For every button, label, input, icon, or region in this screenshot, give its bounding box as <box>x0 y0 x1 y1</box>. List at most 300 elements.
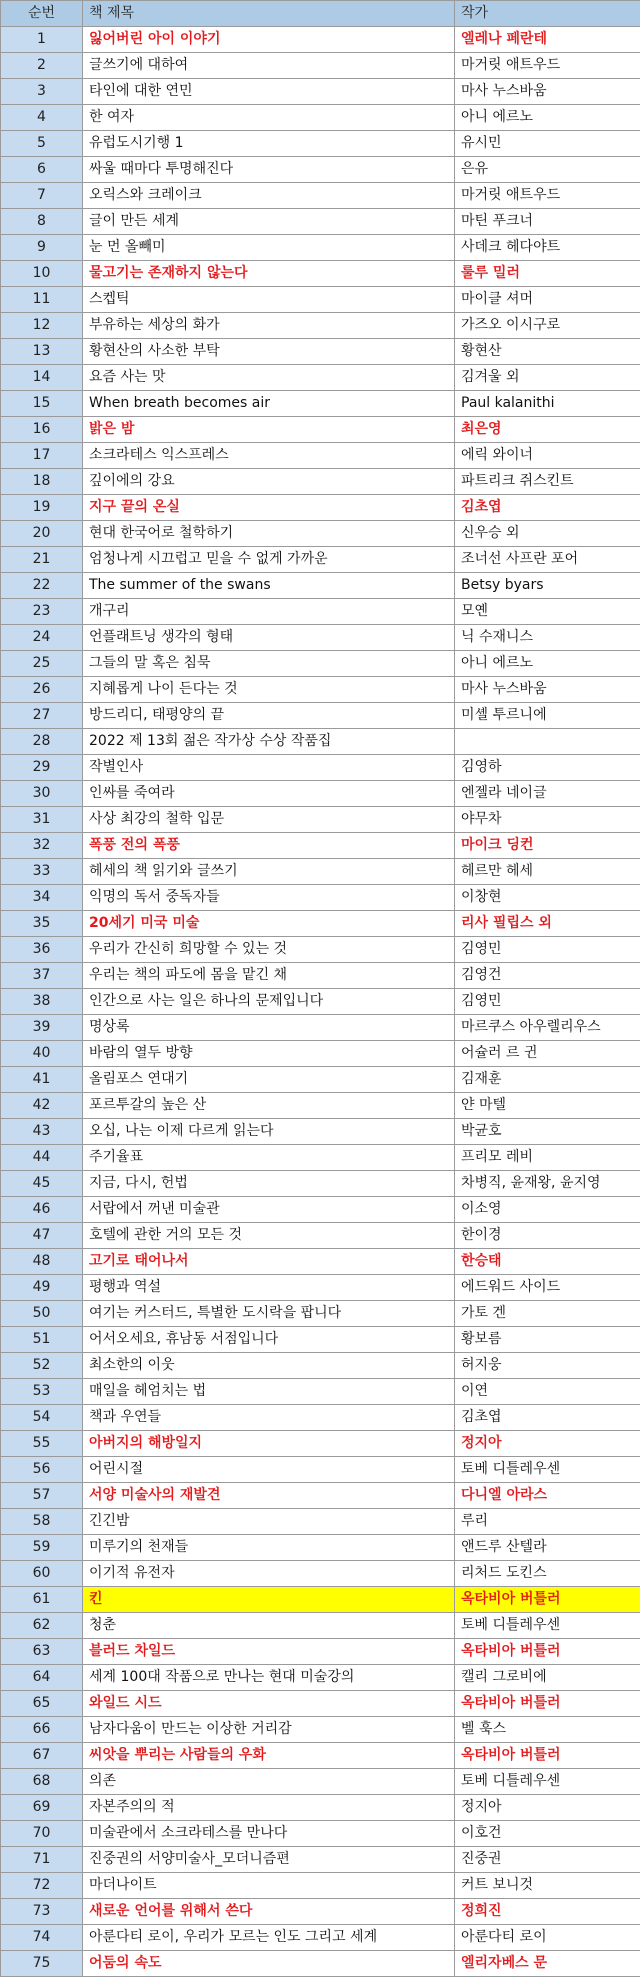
book-title[interactable]: 의존 <box>83 1769 455 1795</box>
table-row <box>1 313 640 339</box>
row-number[interactable]: 58 <box>1 1509 83 1535</box>
table-row <box>1 911 640 937</box>
book-title[interactable]: 현대 한국어로 철학하기 <box>83 521 455 547</box>
table-row <box>1 105 640 131</box>
table-row <box>1 443 640 469</box>
table-row <box>1 1613 640 1639</box>
book-author[interactable]: 어슐러 르 귄 <box>455 1041 640 1067</box>
table-row <box>1 1405 640 1431</box>
book-title[interactable]: 깊이에의 강요 <box>83 469 455 495</box>
table-row <box>1 1171 640 1197</box>
table-row <box>1 729 640 755</box>
row-number[interactable]: 1 <box>1 27 83 53</box>
book-title[interactable]: 책과 우연들 <box>83 1405 455 1431</box>
row-number[interactable]: 43 <box>1 1119 83 1145</box>
book-author[interactable]: 차병직, 윤재왕, 윤지영 <box>455 1171 640 1197</box>
row-number[interactable]: 66 <box>1 1717 83 1743</box>
book-author[interactable]: 엘레나 페란테 <box>455 27 640 53</box>
row-number[interactable]: 46 <box>1 1197 83 1223</box>
row-number[interactable]: 25 <box>1 651 83 677</box>
row-number[interactable]: 17 <box>1 443 83 469</box>
book-title[interactable]: 요즘 사는 맛 <box>83 365 455 391</box>
row-number[interactable]: 10 <box>1 261 83 287</box>
book-author[interactable]: 마이크 딩컨 <box>455 833 640 859</box>
table-row <box>1 1223 640 1249</box>
book-author[interactable]: 야무차 <box>455 807 640 833</box>
book-title[interactable]: 세계 100대 작품으로 만나는 현대 미술강의 <box>83 1665 455 1691</box>
book-author[interactable]: 김영민 <box>455 937 640 963</box>
row-number[interactable]: 60 <box>1 1561 83 1587</box>
table-row <box>1 1327 640 1353</box>
table-row <box>1 235 640 261</box>
row-number[interactable]: 19 <box>1 495 83 521</box>
header-number[interactable]: 순번 <box>1 1 83 27</box>
book-rows <box>1 27 640 1977</box>
row-number[interactable]: 48 <box>1 1249 83 1275</box>
row-number[interactable]: 44 <box>1 1145 83 1171</box>
row-number[interactable]: 72 <box>1 1873 83 1899</box>
table-row <box>1 1795 640 1821</box>
book-title[interactable]: 인간으로 사는 일은 하나의 문제입니다 <box>83 989 455 1015</box>
book-author[interactable]: 커트 보니것 <box>455 1873 640 1899</box>
table-row <box>1 1873 640 1899</box>
book-title[interactable]: When breath becomes air <box>83 391 455 417</box>
book-title[interactable]: 주기율표 <box>83 1145 455 1171</box>
book-title[interactable]: 지구 끝의 온실 <box>83 495 455 521</box>
book-title[interactable]: 언플래트닝 생각의 형태 <box>83 625 455 651</box>
book-author[interactable]: 김영하 <box>455 755 640 781</box>
row-number[interactable]: 41 <box>1 1067 83 1093</box>
table-row <box>1 1119 640 1145</box>
book-title[interactable]: 여기는 커스터드, 특별한 도시락을 팝니다 <box>83 1301 455 1327</box>
book-author[interactable]: 황현산 <box>455 339 640 365</box>
book-author[interactable]: 마거릿 애트우드 <box>455 53 640 79</box>
book-title[interactable]: 고기로 태어나서 <box>83 1249 455 1275</box>
book-author[interactable]: 에드워드 사이드 <box>455 1275 640 1301</box>
book-title[interactable]: 와일드 시드 <box>83 1691 455 1717</box>
row-number[interactable]: 14 <box>1 365 83 391</box>
table-row <box>1 1821 640 1847</box>
row-number[interactable]: 39 <box>1 1015 83 1041</box>
book-title[interactable]: 그들의 말 혹은 침묵 <box>83 651 455 677</box>
table-row <box>1 1717 640 1743</box>
row-number[interactable]: 33 <box>1 859 83 885</box>
row-number[interactable]: 47 <box>1 1223 83 1249</box>
table-row <box>1 1899 640 1925</box>
book-author[interactable]: 엔젤라 네이글 <box>455 781 640 807</box>
book-author[interactable]: 황보름 <box>455 1327 640 1353</box>
book-title[interactable]: 미루기의 천재들 <box>83 1535 455 1561</box>
table-row <box>1 1249 640 1275</box>
book-author[interactable]: 마이클 셔머 <box>455 287 640 313</box>
book-title[interactable]: 눈 먼 올빼미 <box>83 235 455 261</box>
table-row <box>1 521 640 547</box>
book-title[interactable]: 아룬다티 로이, 우리가 모르는 인도 그리고 세계 <box>83 1925 455 1951</box>
table-row <box>1 573 640 599</box>
row-number[interactable]: 27 <box>1 703 83 729</box>
row-number[interactable]: 3 <box>1 79 83 105</box>
table-row <box>1 1639 640 1665</box>
row-number[interactable]: 56 <box>1 1457 83 1483</box>
row-number[interactable]: 29 <box>1 755 83 781</box>
row-number[interactable]: 70 <box>1 1821 83 1847</box>
book-title[interactable]: 최소한의 이웃 <box>83 1353 455 1379</box>
table-row <box>1 261 640 287</box>
table-row <box>1 833 640 859</box>
book-title[interactable]: 긴긴밤 <box>83 1509 455 1535</box>
row-number[interactable]: 67 <box>1 1743 83 1769</box>
book-title[interactable]: 이기적 유전자 <box>83 1561 455 1587</box>
book-author[interactable]: 옥타비아 버틀러 <box>455 1639 640 1665</box>
table-row <box>1 287 640 313</box>
table-row <box>1 1769 640 1795</box>
book-author[interactable]: 리사 필립스 외 <box>455 911 640 937</box>
table-row <box>1 989 640 1015</box>
table-row <box>1 1067 640 1093</box>
book-author[interactable]: 조너선 사프란 포어 <box>455 547 640 573</box>
row-number[interactable]: 18 <box>1 469 83 495</box>
book-author[interactable]: 김초엽 <box>455 1405 640 1431</box>
book-title[interactable]: 새로운 언어를 위해서 쓴다 <box>83 1899 455 1925</box>
table-row <box>1 417 640 443</box>
book-title[interactable]: 아버지의 해방일지 <box>83 1431 455 1457</box>
row-number[interactable]: 2 <box>1 53 83 79</box>
book-title[interactable]: 지혜롭게 나이 든다는 것 <box>83 677 455 703</box>
row-number[interactable]: 53 <box>1 1379 83 1405</box>
table-row <box>1 599 640 625</box>
book-title[interactable]: 어린시절 <box>83 1457 455 1483</box>
row-number[interactable]: 15 <box>1 391 83 417</box>
row-number[interactable]: 34 <box>1 885 83 911</box>
book-author[interactable]: 토베 디틀레우센 <box>455 1457 640 1483</box>
row-number[interactable]: 36 <box>1 937 83 963</box>
row-number[interactable]: 38 <box>1 989 83 1015</box>
table-row <box>1 1691 640 1717</box>
table-row <box>1 1665 640 1691</box>
book-title[interactable]: 씨앗을 뿌리는 사람들의 우화 <box>83 1743 455 1769</box>
table-row <box>1 807 640 833</box>
book-author[interactable]: 가토 겐 <box>455 1301 640 1327</box>
row-number[interactable]: 5 <box>1 131 83 157</box>
row-number[interactable]: 32 <box>1 833 83 859</box>
book-author[interactable]: 미셸 투르니에 <box>455 703 640 729</box>
book-author[interactable]: 리처드 도킨스 <box>455 1561 640 1587</box>
book-title[interactable]: 소크라테스 익스프레스 <box>83 443 455 469</box>
table-row <box>1 391 640 417</box>
book-author[interactable]: 파트리크 쥐스킨트 <box>455 469 640 495</box>
row-number[interactable]: 54 <box>1 1405 83 1431</box>
book-title[interactable]: 미술관에서 소크라테스를 만나다 <box>83 1821 455 1847</box>
book-author[interactable]: 유시민 <box>455 131 640 157</box>
book-author[interactable]: 이호건 <box>455 1821 640 1847</box>
book-title[interactable]: 자본주의의 적 <box>83 1795 455 1821</box>
row-number[interactable]: 35 <box>1 911 83 937</box>
row-number[interactable]: 55 <box>1 1431 83 1457</box>
row-number[interactable]: 74 <box>1 1925 83 1951</box>
table-row <box>1 1197 640 1223</box>
table-row <box>1 1041 640 1067</box>
table-row <box>1 755 640 781</box>
book-author[interactable]: 아니 에르노 <box>455 105 640 131</box>
row-number[interactable]: 23 <box>1 599 83 625</box>
book-title[interactable]: The summer of the swans <box>83 573 455 599</box>
table-row <box>1 1925 640 1951</box>
table-row <box>1 1379 640 1405</box>
book-title[interactable]: 우리는 책의 파도에 몸을 맡긴 채 <box>83 963 455 989</box>
table-row <box>1 365 640 391</box>
table-row <box>1 1145 640 1171</box>
book-title[interactable]: 유럽도시기행 1 <box>83 131 455 157</box>
header-author[interactable]: 작가 <box>455 1 640 27</box>
book-author[interactable]: 신우승 외 <box>455 521 640 547</box>
row-number[interactable]: 61 <box>1 1587 83 1613</box>
book-author[interactable]: 마르쿠스 아우렐리우스 <box>455 1015 640 1041</box>
table-row <box>1 339 640 365</box>
row-number[interactable]: 75 <box>1 1951 83 1977</box>
book-title[interactable]: 지금, 다시, 헌법 <box>83 1171 455 1197</box>
table-row <box>1 781 640 807</box>
book-author[interactable]: 김영건 <box>455 963 640 989</box>
book-author[interactable]: 벨 훅스 <box>455 1717 640 1743</box>
book-author[interactable]: 프리모 레비 <box>455 1145 640 1171</box>
row-number[interactable]: 30 <box>1 781 83 807</box>
book-author[interactable]: 다니엘 아라스 <box>455 1483 640 1509</box>
row-number[interactable]: 49 <box>1 1275 83 1301</box>
book-title[interactable]: 20세기 미국 미술 <box>83 911 455 937</box>
row-number[interactable]: 71 <box>1 1847 83 1873</box>
book-title[interactable]: 우리가 간신히 희망할 수 있는 것 <box>83 937 455 963</box>
table-row <box>1 131 640 157</box>
book-author[interactable]: Paul kalanithi <box>455 391 640 417</box>
header-title[interactable]: 책 제목 <box>83 1 455 27</box>
book-author[interactable]: 이창현 <box>455 885 640 911</box>
book-author[interactable]: 토베 디틀레우센 <box>455 1769 640 1795</box>
book-author[interactable]: 가즈오 이시구로 <box>455 313 640 339</box>
book-title[interactable]: 스켑틱 <box>83 287 455 313</box>
row-number[interactable]: 64 <box>1 1665 83 1691</box>
book-title[interactable]: 글이 만든 세계 <box>83 209 455 235</box>
row-number[interactable]: 8 <box>1 209 83 235</box>
book-author[interactable]: 정지아 <box>455 1795 640 1821</box>
row-number[interactable]: 9 <box>1 235 83 261</box>
book-title[interactable]: 매일을 헤엄치는 법 <box>83 1379 455 1405</box>
row-number[interactable]: 57 <box>1 1483 83 1509</box>
row-number[interactable]: 65 <box>1 1691 83 1717</box>
book-author[interactable]: 허지웅 <box>455 1353 640 1379</box>
row-number[interactable]: 13 <box>1 339 83 365</box>
row-number[interactable]: 69 <box>1 1795 83 1821</box>
book-title[interactable]: 마더나이트 <box>83 1873 455 1899</box>
row-number[interactable]: 31 <box>1 807 83 833</box>
table-row <box>1 1431 640 1457</box>
book-title[interactable]: 사상 최강의 철학 입문 <box>83 807 455 833</box>
row-number[interactable]: 62 <box>1 1613 83 1639</box>
table-row <box>1 1535 640 1561</box>
book-title[interactable]: 서랍에서 꺼낸 미술관 <box>83 1197 455 1223</box>
table-row <box>1 547 640 573</box>
book-author[interactable]: 옥타비아 버틀러 <box>455 1587 640 1613</box>
row-number[interactable]: 51 <box>1 1327 83 1353</box>
book-author[interactable]: 이소영 <box>455 1197 640 1223</box>
table-row <box>1 1093 640 1119</box>
book-author[interactable]: 한승태 <box>455 1249 640 1275</box>
book-author[interactable]: 헤르만 헤세 <box>455 859 640 885</box>
book-author[interactable] <box>455 729 640 755</box>
row-number[interactable]: 21 <box>1 547 83 573</box>
book-author[interactable]: 사데크 헤다야트 <box>455 235 640 261</box>
table-row <box>1 1301 640 1327</box>
table-row <box>1 651 640 677</box>
table-row <box>1 1847 640 1873</box>
book-author[interactable]: 앤드루 산텔라 <box>455 1535 640 1561</box>
table-row <box>1 859 640 885</box>
book-title[interactable]: 밝은 밤 <box>83 417 455 443</box>
book-title[interactable]: 2022 제 13회 젊은 작가상 수상 작품집 <box>83 729 455 755</box>
book-author[interactable]: 닉 수재니스 <box>455 625 640 651</box>
book-title[interactable]: 폭풍 전의 폭풍 <box>83 833 455 859</box>
book-title[interactable]: 평행과 역설 <box>83 1275 455 1301</box>
table-row <box>1 625 640 651</box>
book-author[interactable]: 은유 <box>455 157 640 183</box>
table-row <box>1 1353 640 1379</box>
table-row <box>1 1483 640 1509</box>
book-title[interactable]: 킨 <box>83 1587 455 1613</box>
book-author[interactable]: 얀 마텔 <box>455 1093 640 1119</box>
row-number[interactable]: 24 <box>1 625 83 651</box>
book-author[interactable]: 마사 누스바움 <box>455 677 640 703</box>
book-author[interactable]: 김초엽 <box>455 495 640 521</box>
book-title[interactable]: 명상록 <box>83 1015 455 1041</box>
row-number[interactable]: 22 <box>1 573 83 599</box>
book-title[interactable]: 호텔에 관한 거의 모든 것 <box>83 1223 455 1249</box>
book-author[interactable]: 엘리자베스 문 <box>455 1951 640 1977</box>
book-title[interactable]: 어서오세요, 휴남동 서점입니다 <box>83 1327 455 1353</box>
table-row <box>1 209 640 235</box>
book-author[interactable]: 캘리 그로비에 <box>455 1665 640 1691</box>
book-author[interactable]: 마틴 푸크너 <box>455 209 640 235</box>
row-number[interactable]: 52 <box>1 1353 83 1379</box>
book-title[interactable]: 글쓰기에 대하여 <box>83 53 455 79</box>
row-number[interactable]: 28 <box>1 729 83 755</box>
table-row <box>1 703 640 729</box>
book-author[interactable]: 정지아 <box>455 1431 640 1457</box>
book-title[interactable]: 올림포스 연대기 <box>83 1067 455 1093</box>
book-author[interactable]: 진중권 <box>455 1847 640 1873</box>
table-row <box>1 937 640 963</box>
book-title[interactable]: 싸울 때마다 투명해진다 <box>83 157 455 183</box>
book-title[interactable]: 엄청나게 시끄럽고 믿을 수 없게 가까운 <box>83 547 455 573</box>
book-author[interactable]: Betsy byars <box>455 573 640 599</box>
table-row <box>1 1951 640 1977</box>
book-title[interactable]: 어둠의 속도 <box>83 1951 455 1977</box>
book-title[interactable]: 인싸를 죽여라 <box>83 781 455 807</box>
book-author[interactable]: 김재훈 <box>455 1067 640 1093</box>
book-title[interactable]: 블러드 차일드 <box>83 1639 455 1665</box>
book-author[interactable]: 이연 <box>455 1379 640 1405</box>
row-number[interactable]: 68 <box>1 1769 83 1795</box>
book-author[interactable]: 정희진 <box>455 1899 640 1925</box>
book-title[interactable]: 남자다움이 만드는 이상한 거리감 <box>83 1717 455 1743</box>
table-row <box>1 469 640 495</box>
row-number[interactable]: 63 <box>1 1639 83 1665</box>
row-number[interactable]: 7 <box>1 183 83 209</box>
row-number[interactable]: 59 <box>1 1535 83 1561</box>
row-number[interactable]: 11 <box>1 287 83 313</box>
table-row <box>1 963 640 989</box>
book-title[interactable]: 타인에 대한 연민 <box>83 79 455 105</box>
row-number[interactable]: 26 <box>1 677 83 703</box>
book-author[interactable]: 김겨울 외 <box>455 365 640 391</box>
book-author[interactable]: 마거릿 애트우드 <box>455 183 640 209</box>
row-number[interactable]: 4 <box>1 105 83 131</box>
book-title[interactable]: 진중권의 서양미술사_모더니즘편 <box>83 1847 455 1873</box>
book-title[interactable]: 방드리디, 태평양의 끝 <box>83 703 455 729</box>
row-number[interactable]: 42 <box>1 1093 83 1119</box>
book-author[interactable]: 옥타비아 버틀러 <box>455 1743 640 1769</box>
table-row <box>1 1743 640 1769</box>
book-author[interactable]: 최은영 <box>455 417 640 443</box>
row-number[interactable]: 16 <box>1 417 83 443</box>
book-title[interactable]: 오십, 나는 이제 다르게 읽는다 <box>83 1119 455 1145</box>
book-title[interactable]: 개구리 <box>83 599 455 625</box>
row-number[interactable]: 40 <box>1 1041 83 1067</box>
book-title[interactable]: 청춘 <box>83 1613 455 1639</box>
row-number[interactable]: 50 <box>1 1301 83 1327</box>
book-title[interactable]: 작별인사 <box>83 755 455 781</box>
book-title[interactable]: 부유하는 세상의 화가 <box>83 313 455 339</box>
book-author[interactable]: 아룬다티 로이 <box>455 1925 640 1951</box>
table-row <box>1 1509 640 1535</box>
book-author[interactable]: 옥타비아 버틀러 <box>455 1691 640 1717</box>
book-author[interactable]: 토베 디틀레우센 <box>455 1613 640 1639</box>
table-row <box>1 53 640 79</box>
book-author[interactable]: 한이경 <box>455 1223 640 1249</box>
header-row <box>1 1 640 27</box>
row-number[interactable]: 20 <box>1 521 83 547</box>
book-title[interactable]: 헤세의 책 읽기와 글쓰기 <box>83 859 455 885</box>
table-row <box>1 677 640 703</box>
book-title[interactable]: 익명의 독서 중독자들 <box>83 885 455 911</box>
book-title[interactable]: 한 여자 <box>83 105 455 131</box>
row-number[interactable]: 12 <box>1 313 83 339</box>
table-row <box>1 495 640 521</box>
row-number[interactable]: 6 <box>1 157 83 183</box>
row-number[interactable]: 37 <box>1 963 83 989</box>
book-author[interactable]: 에릭 와이너 <box>455 443 640 469</box>
table-row <box>1 27 640 53</box>
book-title[interactable]: 바람의 열두 방향 <box>83 1041 455 1067</box>
book-title[interactable]: 포르투갈의 높은 산 <box>83 1093 455 1119</box>
row-number[interactable]: 45 <box>1 1171 83 1197</box>
book-title[interactable]: 서양 미술사의 재발견 <box>83 1483 455 1509</box>
book-author[interactable]: 박균호 <box>455 1119 640 1145</box>
row-number[interactable]: 73 <box>1 1899 83 1925</box>
book-title[interactable]: 황현산의 사소한 부탁 <box>83 339 455 365</box>
table-row <box>1 1275 640 1301</box>
table-row <box>1 157 640 183</box>
book-author[interactable]: 김영민 <box>455 989 640 1015</box>
book-author[interactable]: 아니 에르노 <box>455 651 640 677</box>
table-row <box>1 1015 640 1041</box>
table-row <box>1 1587 640 1613</box>
book-author[interactable]: 룰루 밀러 <box>455 261 640 287</box>
book-author[interactable]: 루리 <box>455 1509 640 1535</box>
book-title[interactable]: 물고기는 존재하지 않는다 <box>83 261 455 287</box>
book-author[interactable]: 모옌 <box>455 599 640 625</box>
book-author[interactable]: 마사 누스바움 <box>455 79 640 105</box>
book-title[interactable]: 잃어버린 아이 이야기 <box>83 27 455 53</box>
book-title[interactable]: 오릭스와 크레이크 <box>83 183 455 209</box>
